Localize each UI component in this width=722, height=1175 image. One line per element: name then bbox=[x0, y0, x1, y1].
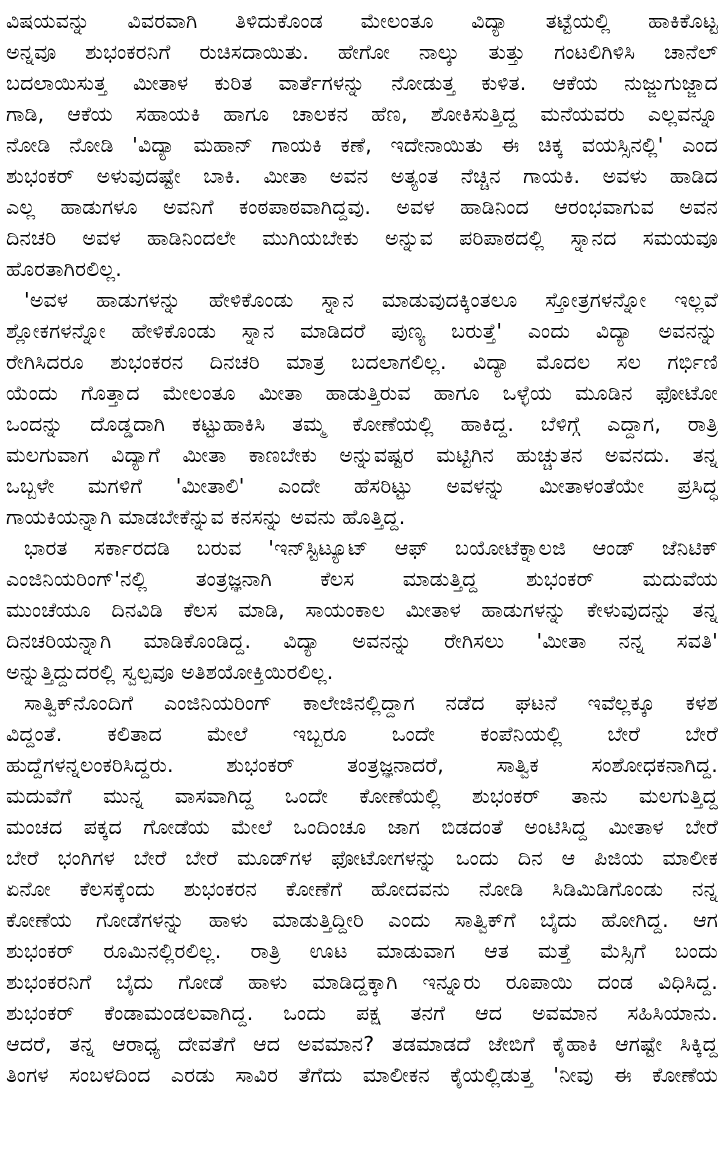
text-line: ಶುಭಂಕರನಿಗೆ ಬೈದು ಗೋಡೆ ಹಾಳು ಮಾಡಿದ್ದಕ್ಕಾಗಿ ಇನ್ನೂರು ರೂಪಾಯಿ ದಂಡ ವಿಧಿಸಿದ್ದ. bbox=[6, 970, 718, 994]
text-line: ವಿಷಯವನ್ನು ವಿವರವಾಗಿ ತಿಳಿದುಕೊಂಡ ಮೇಲಂತೂ ವಿದ್ಯಾ ತಟ್ಟೆಯಲ್ಲಿ ಹಾಕಿಕೊಟ್ಟ bbox=[6, 9, 718, 33]
text-line: ಮಂಚದ ಪಕ್ಕದ ಗೋಡೆಯ ಮೇಲೆ ಒಂದಿಂಚೂ ಜಾಗ ಬಿಡದಂತೆ ಅಂಟಿಸಿದ್ದ ಮೀತಾಳ ಬೇರೆ bbox=[6, 815, 718, 839]
text-line: ಎಲ್ಲ ಹಾಡುಗಳೂ ಅವನಿಗೆ ಕಂಠಪಾಠವಾಗಿದ್ದವು. ಅವಳ ಹಾಡಿನಿಂದ ಆರಂಭವಾಗುವ ಅವನ bbox=[6, 195, 718, 219]
text-line: ಏನೋ ಕೆಲಸಕ್ಕೆಂದು ಶುಭಂಕರನ ಕೋಣೆಗೆ ಹೋದವನು ನೋಡಿ ಸಿಡಿಮಿಡಿಗೊಂಡು ನನ್ನ bbox=[6, 877, 718, 901]
text-line: ಬದಲಾಯಿಸುತ್ತ ಮೀತಾಳ ಕುರಿತ ವಾರ್ತೆಗಳನ್ನು ನೋಡುತ್ತ ಕುಳಿತ. ಆಕೆಯ ನುಜ್ಜುಗುಜ್ಜಾದ bbox=[6, 71, 718, 95]
text-line: ಗಾಡಿ, ಆಕೆಯ ಸಹಾಯಕಿ ಹಾಗೂ ಚಾಲಕನ ಹೆಣ, ಶೋಕಿಸುತ್ತಿದ್ದ ಮನೆಯವರು ಎಲ್ಲವನ್ನೂ bbox=[6, 102, 718, 126]
text-line: ಅನ್ನುತ್ತಿದ್ದುದರಲ್ಲಿ ಸ್ವಲ್ಪವೂ ಅತಿಶಯೋಕ್ತಿಯಿರಲಿಲ್ಲ. bbox=[6, 660, 334, 684]
paragraph-4 bbox=[6, 688, 718, 1091]
text-line: ದಿನಚರಿಯನ್ನಾಗಿ ಮಾಡಿಕೊಂಡಿದ್ದ. ವಿದ್ಯಾ ಅವನನ್ನು ರೇಗಿಸಲು 'ಮೀತಾ ನನ್ನ ಸವತಿ' bbox=[6, 629, 718, 653]
text-line: ಹೊರತಾಗಿರಲಿಲ್ಲ. bbox=[6, 257, 123, 281]
text-line: ಗಾಯಕಿಯನ್ನಾಗಿ ಮಾಡಬೇಕೆನ್ನುವ ಕನಸನ್ನು ಅವನು ಹೊತ್ತಿದ್ದ. bbox=[6, 505, 406, 529]
text-line: ಒಂದನ್ನು ದೊಡ್ಡದಾಗಿ ಕಟ್ಟುಹಾಕಿಸಿ ತಮ್ಮ ಕೋಣೆಯಲ್ಲಿ ಹಾಕಿದ್ದ. ಬೆಳಿಗ್ಗೆ ಎದ್ದಾಗ, ರಾತ್ರಿ bbox=[6, 412, 718, 436]
text-line: ಒಬ್ಬಳೇ ಮಗಳಿಗೆ 'ಮೀತಾಲಿ' ಎಂದೇ ಹೆಸರಿಟ್ಟು ಅವಳನ್ನು ಮೀತಾಳಂತೆಯೇ ಪ್ರಸಿದ್ಧ bbox=[6, 474, 718, 498]
text-line: ರೇಗಿಸಿದರೂ ಶುಭಂಕರನ ದಿನಚರಿ ಮಾತ್ರ ಬದಲಾಗಲಿಲ್ಲ. ವಿದ್ಯಾ ಮೊದಲ ಸಲ ಗರ್ಭಿಣಿ bbox=[6, 350, 718, 374]
text-line: ಅನ್ನವೂ ಶುಭಂಕರನಿಗೆ ರುಚಿಸದಾಯಿತು. ಹೇಗೋ ನಾಲ್ಕು ತುತ್ತು ಗಂಟಲಿಗಿಳಿಸಿ ಚಾನೆಲ್ bbox=[6, 40, 718, 64]
text-line: ಕೋಣೆಯ ಗೋಡೆಗಳನ್ನು ಹಾಳು ಮಾಡುತ್ತಿದ್ದೀರಿ ಎಂದು ಸಾತ್ವಿಕ್‌ಗೆ ಬೈದು ಹೋಗಿದ್ದ. ಆಗ bbox=[6, 908, 718, 932]
text-line: ಮದುವೆಗೆ ಮುನ್ನ ವಾಸವಾಗಿದ್ದ ಒಂದೇ ಕೋಣೆಯಲ್ಲಿ ಶುಭಂಕರ್ ತಾನು ಮಲಗುತ್ತಿದ್ದ bbox=[6, 784, 718, 808]
text-line: ಹುದ್ದೆಗಳನ್ನಲಂಕರಿಸಿದ್ದರು. ಶುಭಂಕರ್ ತಂತ್ರಜ್ಞನಾದರೆ, ಸಾತ್ವಿಕ ಸಂಶೋಧಕನಾಗಿದ್ದ. bbox=[6, 753, 718, 777]
paragraph-3 bbox=[6, 533, 718, 688]
text-line: ನೋಡಿ ನೋಡಿ 'ವಿದ್ಯಾ ಮಹಾನ್ ಗಾಯಕಿ ಕಣೆ, ಇದೇನಾಯಿತು ಈ ಚಿಕ್ಕ ವಯಸ್ಸಿನಲ್ಲಿ' ಎಂದ bbox=[6, 133, 718, 157]
text-line: ಮುಂಚೆಯೂ ದಿನವಿಡಿ ಕೆಲಸ ಮಾಡಿ, ಸಾಯಂಕಾಲ ಮೀತಾಳ ಹಾಡುಗಳನ್ನು ಕೇಳುವುದನ್ನು ತನ್ನ bbox=[6, 598, 718, 622]
text-line: ಮಲಗುವಾಗ ವಿದ್ಯಾಗೆ ಮೀತಾ ಕಾಣಬೇಕು ಅನ್ನುವಷ್ಟರ ಮಟ್ಟಿಗಿನ ಹುಚ್ಚುತನ ಅವನದು. ತನ್ನ bbox=[6, 443, 718, 467]
text-line: 'ಅವಳ ಹಾಡುಗಳನ್ನು ಹೇಳಿಕೊಂಡು ಸ್ನಾನ ಮಾಡುವುದಕ್ಕಿಂತಲೂ ಸ್ತೋತ್ರಗಳನ್ನೋ ಇಲ್ಲವೆ bbox=[24, 288, 718, 312]
text-line: ಶುಭಂಕರ್ ರೂಮಿನಲ್ಲಿರಲಿಲ್ಲ. ರಾತ್ರಿ ಊಟ ಮಾಡುವಾಗ ಆತ ಮತ್ತೆ ಮೆಸ್ಸಿಗೆ ಬಂದು bbox=[6, 939, 718, 963]
text-line: ಸಾತ್ವಿಕ್‌ನೊಂದಿಗೆ ಎಂಜಿನಿಯರಿಂಗ್ ಕಾಲೇಜಿನಲ್ಲಿದ್ದಾಗ ನಡೆದ ಘಟನೆ ಇವೆಲ್ಲಕ್ಕೂ ಕಳಶ bbox=[24, 691, 718, 715]
text-line: ವಿದ್ದಂತೆ. ಕಲಿತಾದ ಮೇಲೆ ಇಬ್ಬರೂ ಒಂದೇ ಕಂಪೆನಿಯಲ್ಲಿ ಬೇರೆ ಬೇರೆ bbox=[6, 722, 718, 746]
text-line: ಶುಭಂಕರ್ ಅಳುವುದಷ್ಟೇ ಬಾಕಿ. ಮೀತಾ ಅವನ ಅತ್ಯಂತ ನೆಚ್ಚಿನ ಗಾಯಕಿ. ಅವಳು ಹಾಡಿದ bbox=[6, 164, 718, 188]
text-line: ಆದರೆ, ತನ್ನ ಆರಾಧ್ಯ ದೇವತೆಗೆ ಆದ ಅವಮಾನ? ತಡಮಾಡದೆ ಜೇಬಿಗೆ ಕೈಹಾಕಿ ಆಗಷ್ಟೇ ಸಿಕ್ಕಿದ್ದ bbox=[6, 1032, 718, 1056]
text-line: ಬೇರೆ ಭಂಗಿಗಳ ಬೇರೆ ಬೇರೆ ಮೂಡ್‌ಗಳ ಫೋಟೋಗಳನ್ನು ಒಂದು ದಿನ ಆ ಪಿಜಿಯ ಮಾಲೀಕ bbox=[6, 846, 718, 870]
paragraph-1 bbox=[6, 6, 718, 285]
text-line: ಶುಭಂಕರ್ ಕೆಂಡಾಮಂಡಲವಾಗಿದ್ದ. ಒಂದು ಪಕ್ಷ ತನಗೆ ಆದ ಅವಮಾನ ಸಹಿಸಿಯಾನು. bbox=[6, 1001, 718, 1025]
text-line: ಭಾರತ ಸರ್ಕಾರದಡಿ ಬರುವ 'ಇನ್‌ಸ್ಟಿಟ್ಯೂಟ್ ಆಫ್ ಬಯೋಟೆಕ್ನಾಲಜಿ ಆಂಡ್ ಜೆನಿಟಿಕ್ bbox=[24, 536, 718, 560]
text-line: ಎಂಜಿನಿಯರಿಂಗ್'ನಲ್ಲಿ ತಂತ್ರಜ್ಞನಾಗಿ ಕೆಲಸ ಮಾಡುತ್ತಿದ್ದ ಶುಭಂಕರ್ ಮದುವೆಯ bbox=[6, 567, 718, 591]
text-line: ದಿನಚರಿ ಅವಳ ಹಾಡಿನಿಂದಲೇ ಮುಗಿಯಬೇಕು ಅನ್ನುವ ಪರಿಪಾಠದಲ್ಲಿ ಸ್ನಾನದ ಸಮಯವೂ bbox=[6, 226, 718, 250]
text-line: ಶ್ಲೋಕಗಳನ್ನೋ ಹೇಳಿಕೊಂಡು ಸ್ನಾನ ಮಾಡಿದರೆ ಪುಣ್ಯ ಬರುತ್ತೆ' ಎಂದು ವಿದ್ಯಾ ಅವನನ್ನು bbox=[6, 319, 718, 343]
text-line: ಯೆಂದು ಗೊತ್ತಾದ ಮೇಲಂತೂ ಮೀತಾ ಹಾಡುತ್ತಿರುವ ಹಾಗೂ ಒಳ್ಳೆಯ ಮೂಡಿನ ಫೋಟೋ bbox=[6, 381, 718, 405]
paragraph-2 bbox=[6, 285, 718, 533]
text-line: ತಿಂಗಳ ಸಂಬಳದಿಂದ ಎರಡು ಸಾವಿರ ತೆಗೆದು ಮಾಲೀಕನ ಕೈಯಲ್ಲಿಡುತ್ತ 'ನೀವು ಈ ಕೋಣೆಯ bbox=[6, 1063, 718, 1087]
